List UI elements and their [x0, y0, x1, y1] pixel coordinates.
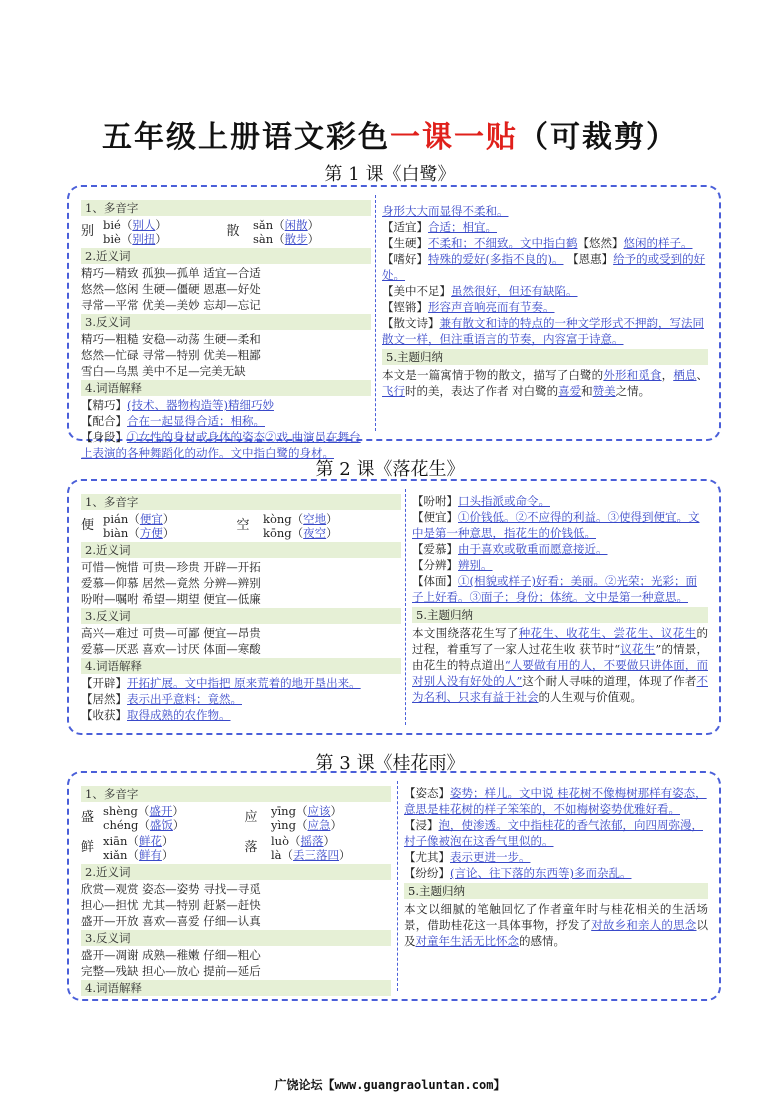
footer-credit: 广饶论坛【www.guangraoluntan.com】	[274, 1078, 506, 1092]
definition: 【爱慕】由于喜欢或敬重而愿意接近。	[412, 542, 608, 556]
lesson-3-card	[67, 771, 721, 1001]
section-heading: 3.反义词	[81, 930, 391, 946]
definition: 【铿锵】形容声音响亮而有节奏。	[382, 300, 555, 314]
polyphone-row: 便 pián（便宜） biàn（方便） 空 kòng（空地） kōng（夜空）	[81, 512, 338, 540]
column-divider	[397, 781, 398, 991]
section-heading: 1、多音字	[81, 494, 401, 510]
section-heading: 4.词语解释	[81, 380, 371, 396]
lesson-2-title: 第 2 课《落花生》	[315, 459, 465, 480]
column-divider	[405, 489, 406, 725]
definition: 【吩咐】口头指派或命令。	[412, 494, 550, 508]
section-heading: 5.主题归纳	[412, 607, 708, 623]
definition: 【尤其】表示更进一步。	[404, 850, 531, 864]
definition: 【散文诗】兼有散文和诗的特点的一种文学形式不押韵，写法同散文一样，但注重语言的节奏，内容富于诗意。	[382, 316, 704, 346]
lesson-1-title: 第 1 课《白鹭》	[324, 164, 456, 185]
polyphone-row: 鲜 xiān（鲜花） xiǎn（鲜有） 落 luò（摇落） là（丢三落四）	[81, 834, 351, 862]
lesson-2-card	[67, 479, 721, 735]
section-heading: 5.主题归纳	[404, 883, 708, 899]
definition: 【配合】合在一起显得合适；相称。	[81, 414, 265, 428]
definition: 【开辟】开拓扩展。文中指把 原来荒着的地开垦出来。	[81, 676, 361, 690]
section-heading: 2.近义词	[81, 542, 401, 558]
definition: 【收获】取得成熟的农作物。	[81, 708, 231, 722]
definition: 【浸】泡，使渗透。文中指桂花的香气浓郁，向四周弥漫，村子像被泡在这香气里似的。	[404, 818, 703, 848]
column-divider	[375, 195, 376, 431]
polyphone-row: 别 bié（别人） biè（别扭） 散 sǎn（闲散） sàn（散步）	[81, 218, 320, 246]
lesson-2-left-column: 1、多音字 便 pián（便宜） biàn（方便） 空 kòng（空地） kōng（夜空） 2.近义词 可惜—惋惜 可贵—珍贵 开辟—开拓 爱慕—仰慕 居然—竟然 分辨—辨别 吩咐—嘱咐 希望—期望 便宜—低廉 3.反义词 高兴—难过 可贵—可鄙 便宜—昂贵 爱慕—厌恶 喜欢—讨厌 体面—寒酸 4.词语解释 【开辟】开拓扩展。文中指把 原来荒着的地开垦出来。 【居然】表示出乎意料；竟然。 【收获】取得成熟的农作物。	[81, 493, 401, 725]
definition: 【适宜】合适；相宜。	[382, 220, 497, 234]
section-heading: 3.反义词	[81, 608, 401, 624]
page-title: 五年级上册语文彩色一课一贴（可裁剪）	[102, 120, 678, 155]
lesson-3-title: 第 3 课《桂花雨》	[315, 753, 465, 774]
lesson-1-card	[67, 185, 721, 460]
definition: 【嗜好】特殊的爱好(多指不良的)。 【恩惠】给予的或受到的好处。	[382, 252, 706, 282]
section-heading: 1、多音字	[81, 786, 391, 802]
lesson-1-left-column: 1、多音字 别 bié（别人） biè（别扭） 散 sǎn（闲散） sàn（散步） 2.近义词 精巧—精致 孤独—孤单 适宜—合适 悠然—悠闲 生硬—僵硬 恩惠—好处 寻常—平常 优美—美妙 忘却—忘记 3.反义词 精巧—粗糙 安稳—动荡 生硬—柔和 悠然—忙碌 寻常—特别 优美—粗鄙 雪白—乌黑 美中不足—完美无缺 4.词语解释 【精巧】(技术、器物构造等)精细巧妙 【配合】合在一起显得合适；相称。 【身段】①女性的身材或身体的姿态②戏 曲演员在舞台上表演的各种舞蹈化的动作。文中指白鹭的身材。	[81, 199, 371, 431]
lesson-1-right-column: 身形大大而显得不柔和。 【适宜】合适；相宜。 【生硬】不柔和；不细致。文中指白鹤【悠然】悠闲的样子。 【嗜好】特殊的爱好(多指不良的)。 【恩惠】给予的或受到的好处。 【美中不足】虽然很好，但还有缺陷。 【铿锵】形容声音响亮而有节奏。 【散文诗】兼有散文和诗的特点的一种文学形式不押韵，写法同散文一样，但注重语言的节奏，内容富于诗意。 5.主题归纳 本文是一篇寓情于物的散文，描写了白鹭的外形和觅食，栖息、飞行时的美，表达了作者 对白鹭的喜爱和赞美之情。	[382, 204, 709, 398]
definition: 【生硬】不柔和；不细致。文中指白鹤【悠然】悠闲的样子。	[382, 236, 693, 250]
lesson-3-left-column: 1、多音字 盛 shèng（盛开） chéng（盛饭） 应 yīng（应该） yìng（应急） 鲜 xiān（鲜花） xiǎn（鲜有） 落 luò（摇落） là（丢三落四） 2.近义词 欣赏—观赏 姿态—姿势 寻找—寻觅 担心—担忧 尤其—特别 赶紧—赶快 盛开—开放 喜欢—喜爱 仔细—认真 3.反义词 盛开—凋谢 成熟—稚嫩 仔细—粗心 完整—残缺 担心—放心 提前—延后 4.词语解释	[81, 785, 391, 991]
definition: 【精巧】(技术、器物构造等)精细巧妙	[81, 398, 274, 412]
definition: 【纷纷】(言论、往下落的东西等)多而杂乱。	[404, 866, 632, 880]
definition: 【分辨】辨别。	[412, 558, 493, 572]
definition: 【居然】表示出乎意料；竟然。	[81, 692, 242, 706]
theme-summary: 本文围绕落花生写了种花生、收花生、尝花生、议花生的过程，着重写了一家人过花生收 获节时“议花生”的情景，由花生的特点道出“人要做有用的人，不要做只讲体面，而对别人没有好处的人”这个耐人寻味的道理，体现了作者不为名利、只求有益于社会的人生观与价值观。	[412, 626, 708, 704]
lesson-2-right-column	[412, 493, 708, 725]
section-heading: 4.词语解释	[81, 658, 401, 674]
lesson-3-right-column	[404, 785, 708, 991]
section-heading: 2.近义词	[81, 248, 371, 264]
polyphone-row: 盛 shèng（盛开） chéng（盛饭） 应 yīng（应该） yìng（应急）	[81, 804, 342, 832]
definition: 【体面】①(相貌或样子)好看；美丽。②光荣；光彩；面子上好看。③面子；身份；体统。文中是第一种意思。	[412, 574, 697, 604]
definition: 【美中不足】虽然很好，但还有缺陷。	[382, 284, 578, 298]
theme-summary: 本文以细腻的笔触回忆了作者童年时与桂花相关的生活场景，借助桂花这一具体事物，抒发了对故乡和亲人的思念以及对童年生活无比怀念的感情。	[404, 902, 709, 948]
definition: 【便宜】①价钱低。②不应得的利益。③使得到便宜。文中是第一种意思，指花生的价钱低。	[412, 510, 700, 540]
section-heading: 2.近义词	[81, 864, 391, 880]
definition: 【姿态】姿势；样儿。文中说 桂花树不像梅树那样有姿态，意思是桂花树的样子笨笨的，不如梅树姿势优雅好看。	[404, 786, 707, 816]
definition: 【身段】①女性的身材或身体的姿态②戏 曲演员在舞台上表演的各种舞蹈化的动作。文中指白鹭的身材。	[81, 430, 361, 460]
section-heading: 3.反义词	[81, 314, 371, 330]
section-heading: 1、多音字	[81, 200, 371, 216]
section-heading: 4.词语解释	[81, 980, 391, 996]
section-heading: 5.主题归纳	[382, 349, 708, 365]
theme-summary: 本文是一篇寓情于物的散文，描写了白鹭的外形和觅食，栖息、飞行时的美，表达了作者 对白鹭的喜爱和赞美之情。	[382, 368, 709, 398]
